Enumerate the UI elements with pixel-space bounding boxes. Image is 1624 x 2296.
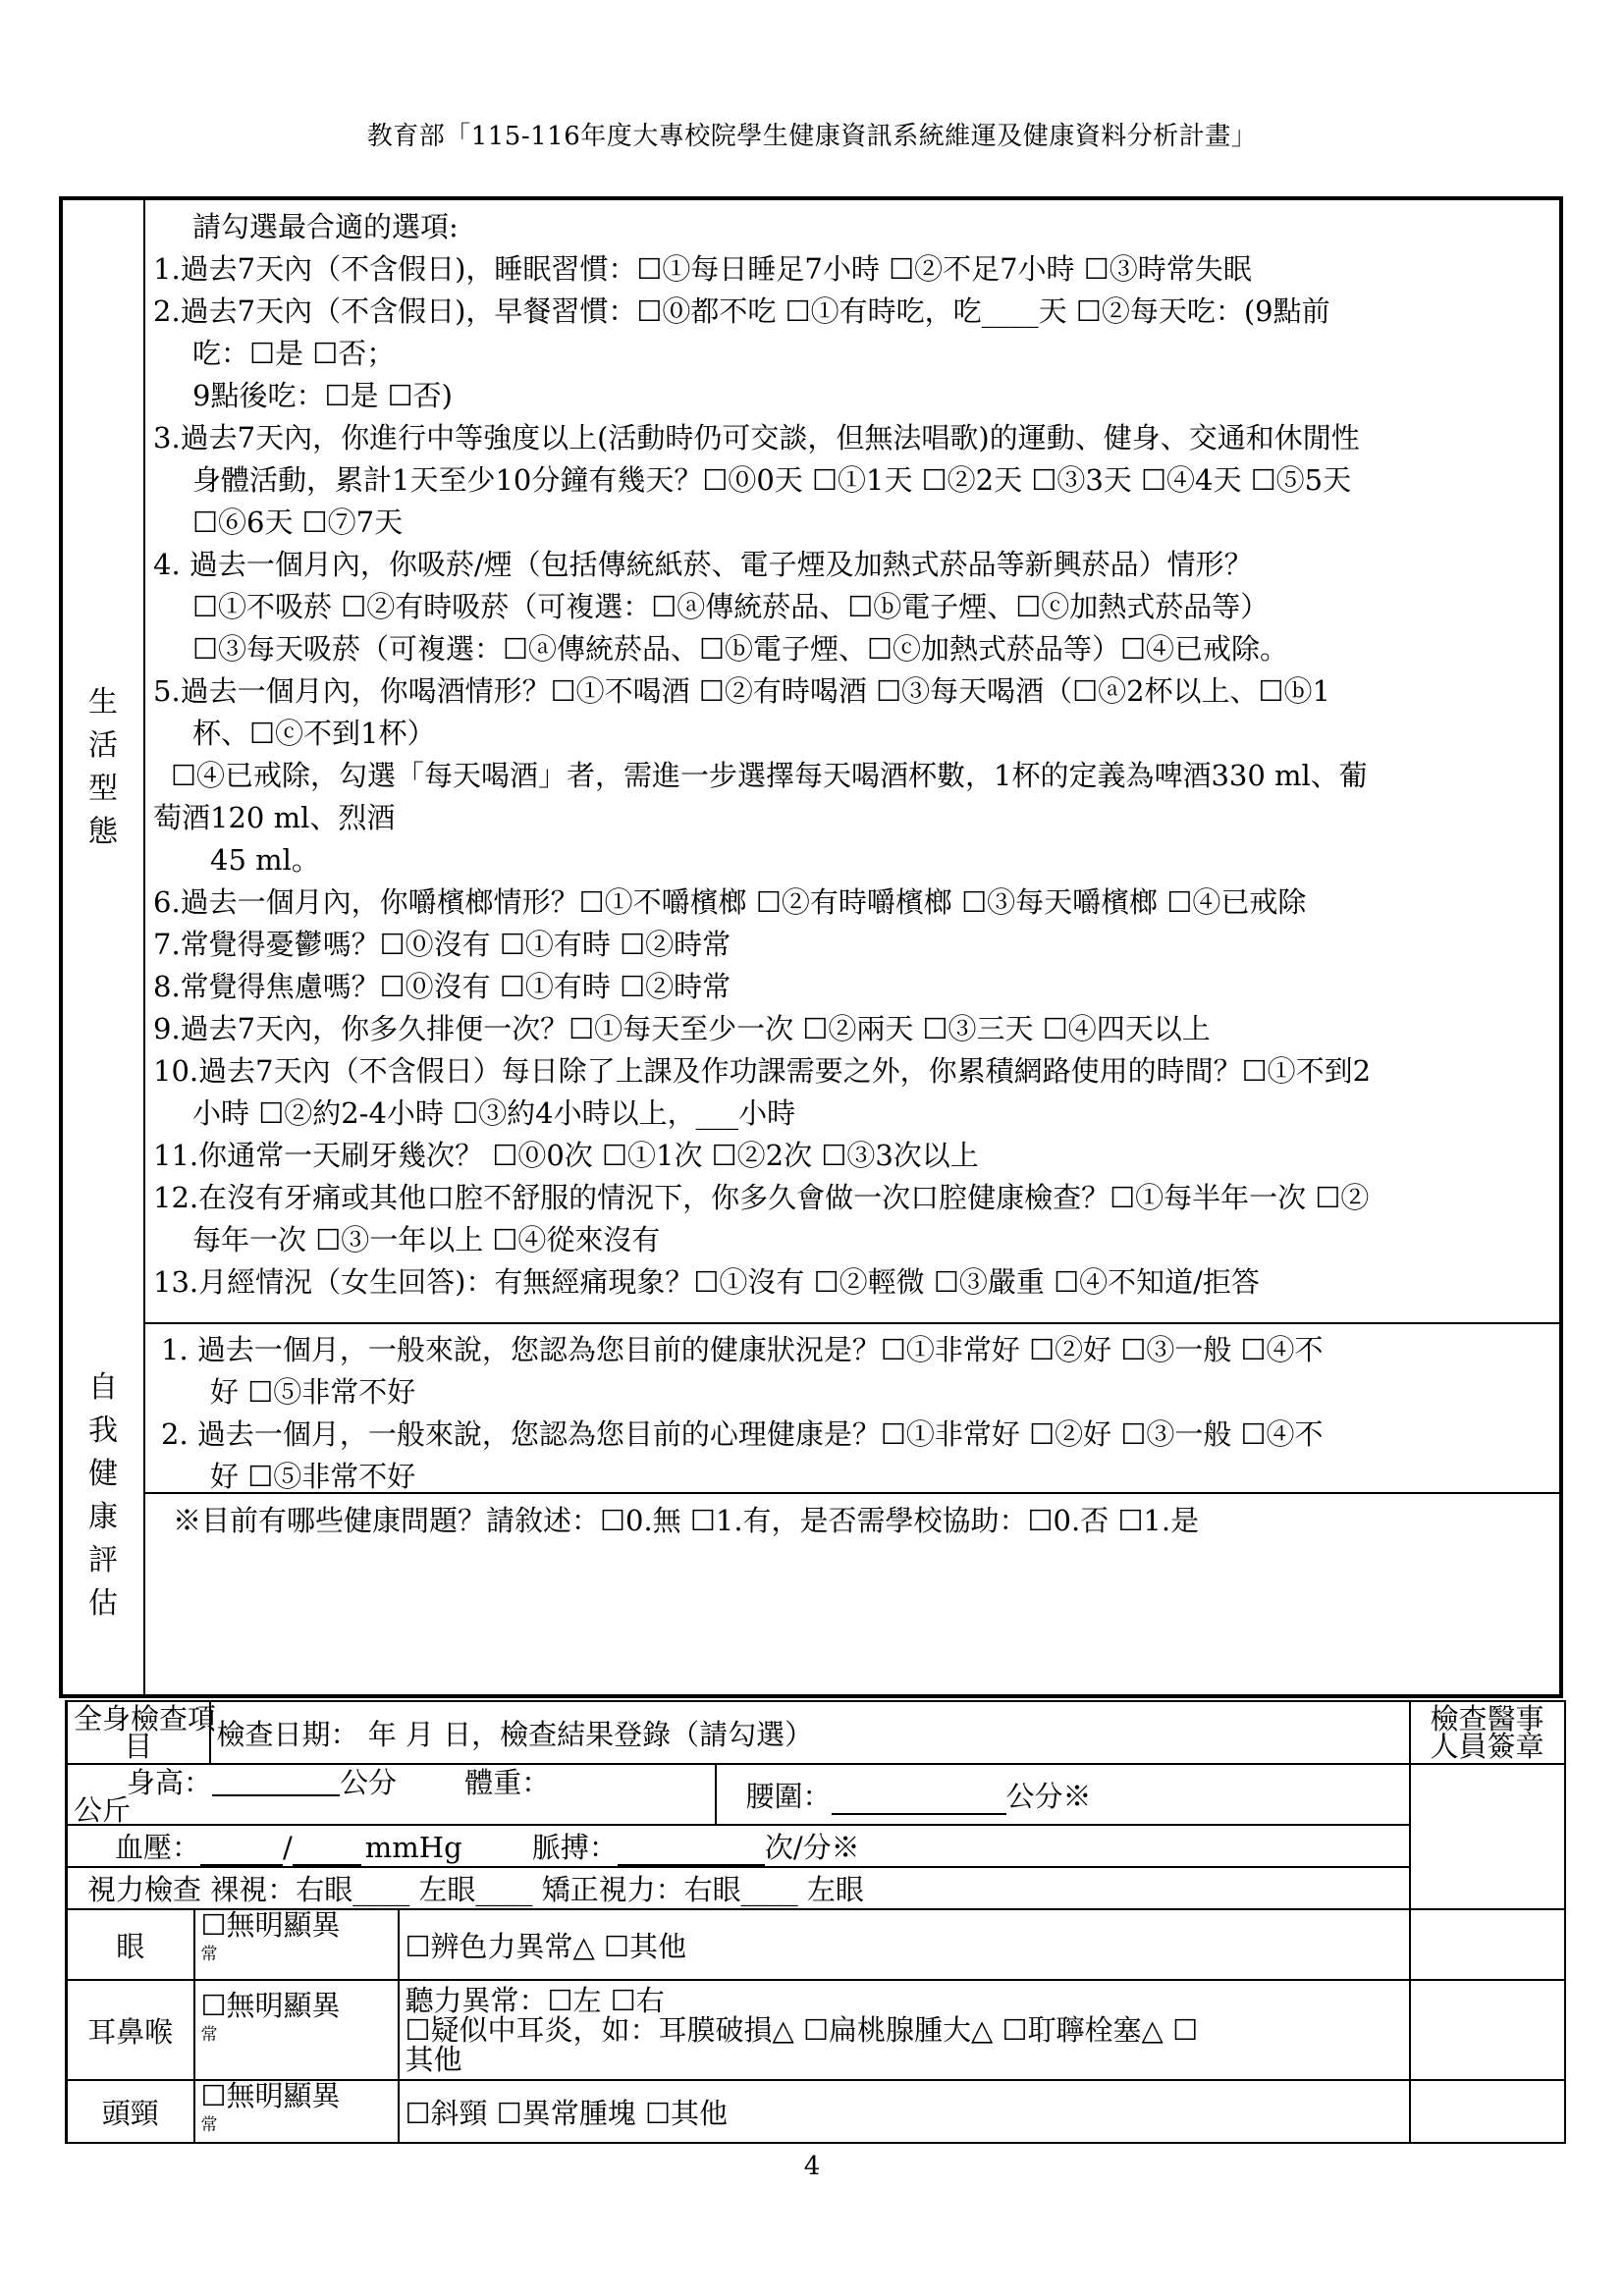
q3-exercise-cont: 身體活動，累計1天至少10分鐘有幾天？☐⓪0天 ☐①1天 ☐②2天 ☐③3天 ☐④4天 ☐⑤5天 bbox=[192, 463, 1352, 497]
bp-diastolic-blank[interactable] bbox=[293, 1864, 361, 1866]
eye-normal-option[interactable]: ☐無明顯異 常 bbox=[194, 1909, 399, 1980]
q2-breakfast-cont: 吃：☐是 ☐否； bbox=[192, 337, 396, 370]
q4-smoking-opt2: ☐③每天吸菸（可複選：☐ⓐ傳統菸品、☐ⓑ電子煙、☐ⓒ加熱式菸品等）☐④已戒除。 bbox=[192, 632, 1288, 666]
signer-cell bbox=[1410, 1764, 1565, 1909]
section-divider bbox=[143, 1322, 1559, 1324]
waist-blank[interactable] bbox=[832, 1813, 1006, 1815]
self-q1-physical-cont: 好 ☐⑤非常不好 bbox=[210, 1375, 416, 1409]
height-blank[interactable] bbox=[212, 1794, 340, 1796]
page-number: 4 bbox=[803, 2152, 821, 2181]
ent-signer bbox=[1410, 1980, 1565, 2080]
q10-internet-cont: 小時 ☐②約2-4小時 ☐③約4小時以上，___小時 bbox=[192, 1096, 796, 1130]
q4-smoking-opt1: ☐①不吸菸 ☐②有時吸菸（可複選：☐ⓐ傳統菸品、☐ⓑ電子煙、☐ⓒ加熱式菸品等） bbox=[192, 590, 1270, 623]
q5-drinking-cont: 杯、☐ⓒ不到1杯） bbox=[192, 717, 436, 750]
height-weight-cell: 身高： 公分 體重： 公斤 bbox=[67, 1764, 716, 1825]
q10-internet: 10.過去7天內（不含假日）每日除了上課及作功課需要之外，你累積網路使用的時間？☐①不到2 bbox=[153, 1054, 1372, 1088]
eye-findings[interactable]: ☐辨色力異常△ ☐其他 bbox=[399, 1909, 1410, 1980]
bp-pulse-cell: 血壓： / mmHg 脈搏： 次/分※ bbox=[67, 1825, 1410, 1867]
q2-breakfast: 2.過去7天內（不含假日)，早餐習慣：☐⓪都不吃 ☐①有時吃，吃____天 ☐②每天吃：(9點前 bbox=[153, 294, 1330, 328]
head-neck-normal-option[interactable]: ☐無明顯異 常 bbox=[194, 2080, 399, 2143]
exam-date-header: 檢查日期： 年 月 日，檢查結果登錄（請勾選） bbox=[210, 1701, 1410, 1764]
ent-normal-option[interactable]: ☐無明顯異 常 bbox=[194, 1980, 399, 2080]
q1-sleep: 1.過去7天內（不含假日)，睡眠習慣：☐①每日睡足7小時 ☐②不足7小時 ☐③時常失眠 bbox=[153, 252, 1252, 286]
pulse-blank[interactable] bbox=[618, 1864, 765, 1866]
instruction-line: 請勾選最合適的選項: bbox=[192, 210, 459, 243]
q5-drinking-note2: 萄酒120 ml、烈酒 bbox=[153, 801, 396, 834]
q5-drinking-note: ☐④已戒除，勾選「每天喝酒」者，需進一步選擇每天喝酒杯數，1杯的定義為啤酒330 ml、葡 bbox=[171, 759, 1368, 792]
q11-toothbrush: 11.你通常一天刷牙幾次？ ☐⓪0次 ☐①1次 ☐②2次 ☐③3次以上 bbox=[153, 1139, 979, 1172]
self-q2-mental-cont: 好 ☐⑤非常不好 bbox=[210, 1460, 416, 1493]
bp-systolic-blank[interactable] bbox=[200, 1864, 283, 1866]
signer-header: 檢查醫事 人員簽章 bbox=[1410, 1701, 1565, 1764]
q6-betel: 6.過去一個月內，你嚼檳榔情形？☐①不嚼檳榔 ☐②有時嚼檳榔 ☐③每天嚼檳榔 ☐④已戒除 bbox=[153, 885, 1307, 919]
q3-exercise-cont2: ☐⑥6天 ☐⑦7天 bbox=[192, 506, 404, 539]
lifestyle-side-label: 生 活 型 態 bbox=[88, 685, 118, 849]
q7-depression: 7.常覺得憂鬱嗎？☐⓪沒有 ☐①有時 ☐②時常 bbox=[153, 928, 731, 961]
lifestyle-table bbox=[59, 196, 1563, 1698]
q3-exercise: 3.過去7天內，你進行中等強度以上(活動時仍可交談，但無法唱歌)的運動、健身、交通和休閒性 bbox=[153, 421, 1360, 454]
q9-bowel: 9.過去7天內，你多久排便一次？☐①每天至少一次 ☐②兩天 ☐③三天 ☐④四天以上 bbox=[153, 1012, 1211, 1045]
q12-dental-cont: 每年一次 ☐③一年以上 ☐④從來沒有 bbox=[192, 1223, 661, 1256]
q8-anxiety: 8.常覺得焦慮嗎？☐⓪沒有 ☐①有時 ☐②時常 bbox=[153, 970, 731, 1003]
physical-exam-table bbox=[65, 1700, 1566, 2144]
document-header: 教育部「115-116年度大專校院學生健康資訊系統維運及健康資料分析計畫」 bbox=[366, 122, 1258, 151]
column-divider bbox=[143, 200, 145, 1694]
ent-findings[interactable]: 聽力異常：☐左 ☐右 ☐疑似中耳炎，如：耳膜破損△ ☐扁桃腺腫大△ ☐耵聹栓塞△ ☐ 其他 bbox=[399, 1980, 1410, 2080]
q12-dental: 12.在沒有牙痛或其他口腔不舒服的情況下，你多久會做一次口腔健康檢查？☐①每半年一次 ☐② bbox=[153, 1181, 1370, 1214]
health-problem-line: ※目前有哪些健康問題？請敘述：☐0.無 ☐1.有，是否需學校協助：☐0.否 ☐1.是 bbox=[173, 1504, 1200, 1537]
exam-part-head-neck: 頭頸 bbox=[67, 2080, 194, 2143]
vision-cell: 視力檢查 裸視：右眼____ 左眼____ 矯正視力：右眼____ 左眼 bbox=[67, 1867, 1410, 1909]
self-q1-physical: 1. 過去一個月，一般來說，您認為您目前的健康狀況是？☐①非常好 ☐②好 ☐③一般 ☐④不 bbox=[161, 1333, 1324, 1366]
exam-part-eye: 眼 bbox=[67, 1909, 194, 1980]
self-assessment-side-label: 自 我 健 康 評 估 bbox=[88, 1370, 118, 1621]
self-q2-mental: 2. 過去一個月，一般來說，您認為您目前的心理健康是？☐①非常好 ☐②好 ☐③一般 ☐④不 bbox=[161, 1417, 1324, 1451]
eye-signer bbox=[1410, 1909, 1565, 1980]
head-neck-signer bbox=[1410, 2080, 1565, 2143]
q2-breakfast-cont2: 9點後吃：☐是 ☐否) bbox=[192, 379, 453, 412]
exam-part-ent: 耳鼻喉 bbox=[67, 1980, 194, 2080]
q13-menstruation: 13.月經情況（女生回答)：有無經痛現象？☐①沒有 ☐②輕微 ☐③嚴重 ☐④不知道/拒答 bbox=[153, 1265, 1260, 1299]
waist-cell: 腰圍： 公分※ bbox=[716, 1764, 1410, 1825]
q4-smoking: 4. 過去一個月內，你吸菸/煙（包括傳統紙菸、電子煙及加熱式菸品等新興菸品）情形？ bbox=[153, 548, 1253, 581]
q5-drinking-note3: 45 ml。 bbox=[210, 843, 320, 877]
exam-item-header: 全身檢查項 目 bbox=[67, 1701, 210, 1764]
q5-drinking: 5.過去一個月內，你喝酒情形？☐①不喝酒 ☐②有時喝酒 ☐③每天喝酒（☐ⓐ2杯以上、☐ⓑ1 bbox=[153, 674, 1330, 708]
head-neck-findings[interactable]: ☐斜頸 ☐異常腫塊 ☐其他 bbox=[399, 2080, 1410, 2143]
